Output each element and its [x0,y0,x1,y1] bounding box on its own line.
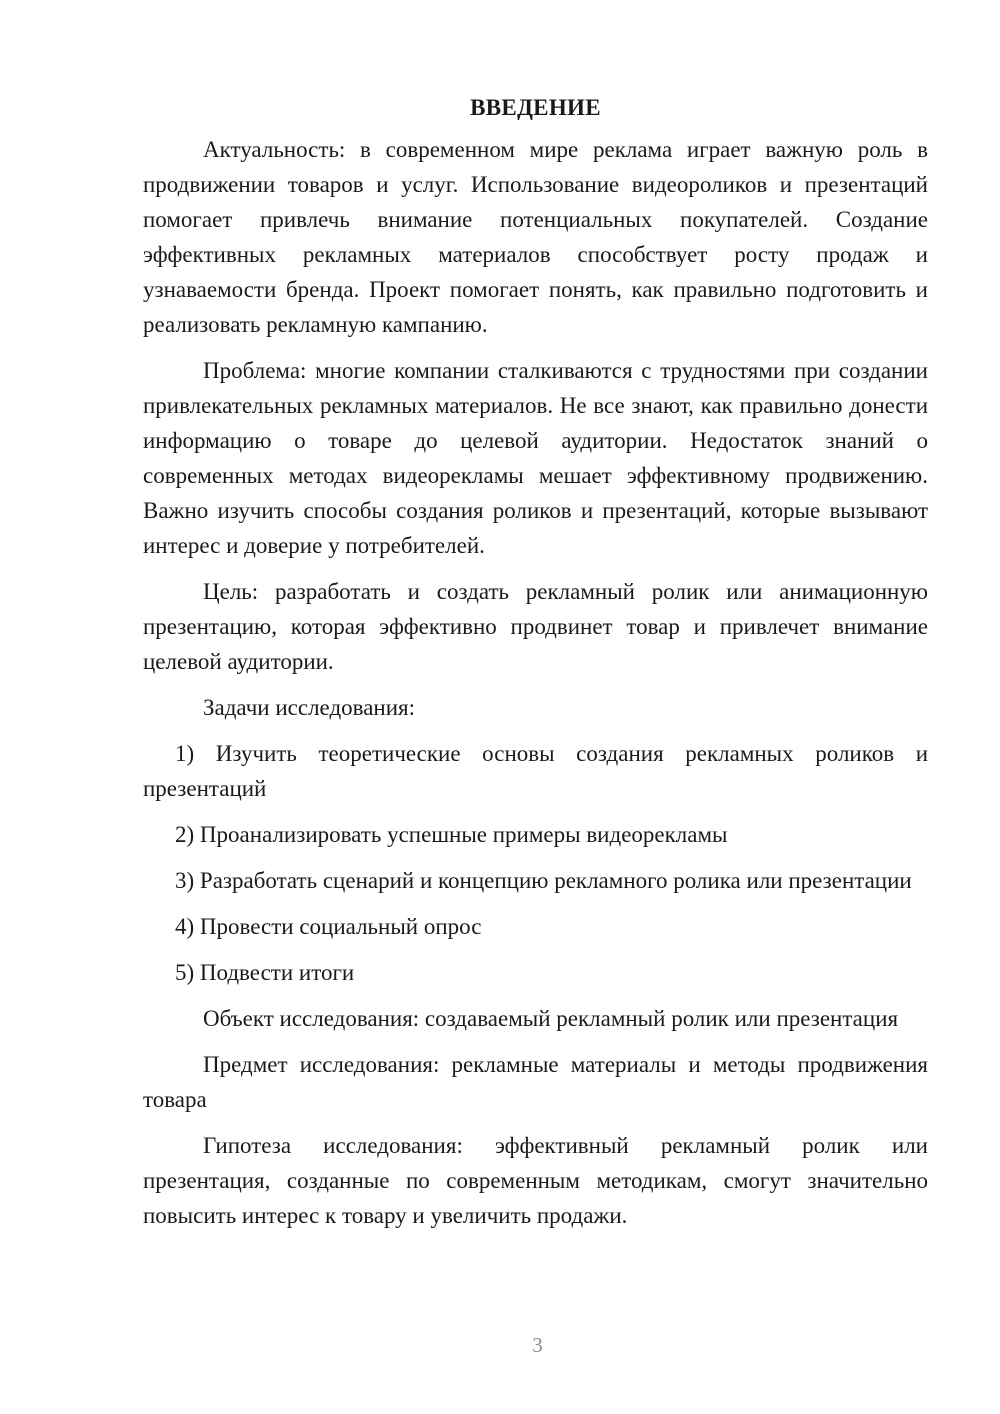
task-item: 2) Проанализировать успешные примеры видеорекламы [175,822,728,847]
page-number: 3 [532,1333,543,1357]
task-item: 1) Изучить теоретические основы создания рекламных роликов и презентаций [143,741,928,801]
hypothesis-paragraph: Гипотеза исследования: эффективный рекламный ролик или презентация, созданные по современным методикам, смогут значительно повысить интерес к товару и увеличить продажи. [143,1133,928,1228]
subject-paragraph: Предмет исследования: рекламные материалы и методы продвижения товара [143,1052,928,1112]
goal-paragraph: Цель: разработать и создать рекламный ролик или анимационную презентацию, которая эффективно продвинет товар и привлечет внимание целевой аудитории. [143,579,928,674]
tasks-title: Задачи исследования: [203,695,416,720]
task-item: 3) Разработать сценарий и концепцию рекламного ролика или презентации [175,868,912,893]
section-heading: ВВЕДЕНИЕ [470,95,601,120]
task-item: 4) Провести социальный опрос [175,914,482,939]
problem-paragraph: Проблема: многие компании сталкиваются с трудностями при создании привлекательных рекламных материалов. Не все знают, как правильно донести информацию о товаре до целевой аудитории. Недостаток знаний о современных методах видеорекламы мешает эффективному продвижению. Важно изучить способы создания роликов и презентаций, которые вызывают интерес и доверие у потребителей. [143,358,928,558]
document-page [143,90,928,1244]
object-paragraph: Объект исследования: создаваемый рекламный ролик или презентация [203,1006,899,1031]
task-item: 5) Подвести итоги [175,960,355,985]
relevance-paragraph: Актуальность: в современном мире реклама играет важную роль в продвижении товаров и услуг. Использование видеороликов и презентаций помогает привлечь внимание потенциальных покупателей. Создание эффективных рекламных материалов способствует росту продаж и узнаваемости бренда. Проект помогает понять, как правильно подготовить и реализовать рекламную кампанию. [143,137,928,337]
